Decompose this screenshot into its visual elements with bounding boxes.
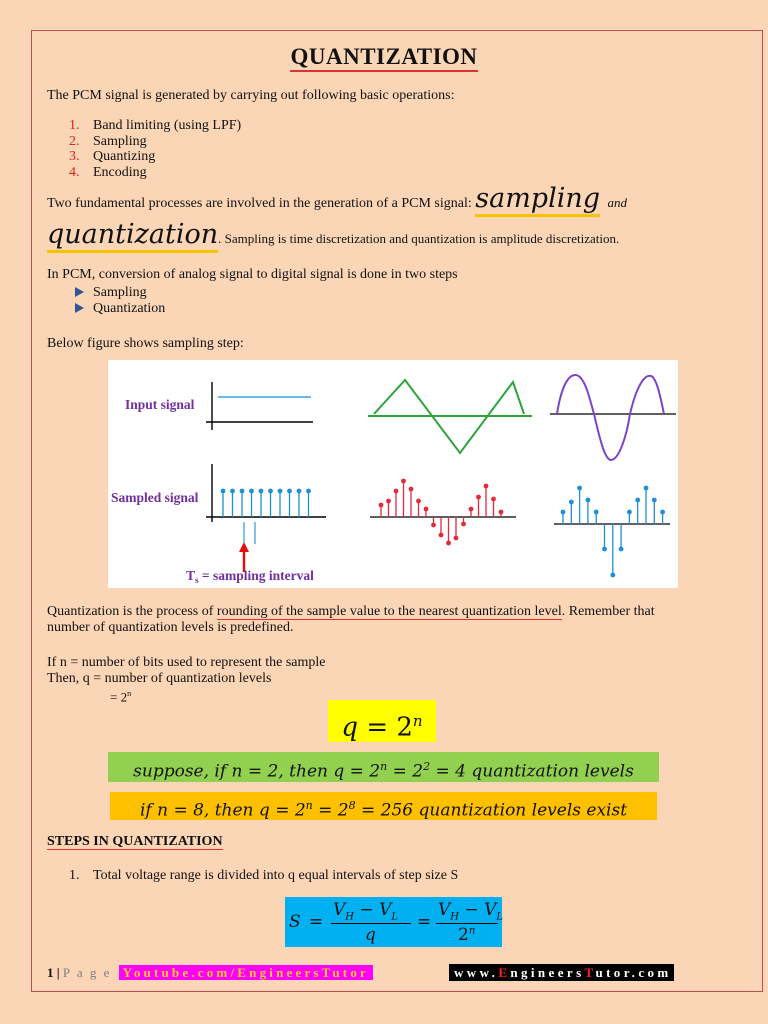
list-item: 1. Band limiting (using LPF) bbox=[69, 118, 242, 133]
sample-dot bbox=[569, 500, 574, 505]
blue-sample-stems bbox=[561, 486, 665, 578]
list-item: 2. Sampling bbox=[69, 133, 147, 149]
formula-n-equals-8: if n = 8, then $q = 2^n = 2^8 = 256$ quantization levels exist bbox=[110, 792, 657, 820]
sample-dot bbox=[660, 510, 665, 515]
red-sample-stems bbox=[379, 479, 504, 546]
intro-text: The PCM signal is generated by carrying out following basic operations: bbox=[47, 88, 455, 103]
sample-dot bbox=[221, 489, 226, 494]
sample-dot bbox=[240, 489, 245, 494]
sample-dot bbox=[409, 487, 414, 492]
sample-dot bbox=[268, 489, 273, 494]
sample-dot bbox=[230, 489, 235, 494]
sampled-dc-plot bbox=[186, 464, 326, 585]
sample-dot bbox=[446, 541, 451, 546]
processes-line2: quantization. Sampling is time discretization and quantization is amplitude discretization. bbox=[47, 222, 619, 255]
formula-step-size: S = $V_H - V_L$ q = $V_H - V_L$ 2$^n$ bbox=[285, 897, 502, 947]
page-number: 1 bbox=[47, 965, 54, 980]
sample-dot bbox=[644, 486, 649, 491]
list-item: 3. Quantizing bbox=[69, 149, 156, 164]
sample-dot bbox=[297, 489, 302, 494]
up-arrow-icon bbox=[239, 542, 249, 552]
sample-dot bbox=[394, 489, 399, 494]
sine-wave-plot bbox=[550, 375, 676, 460]
sample-dot bbox=[476, 495, 481, 500]
step-item-1: 1. Total voltage range is divided into q equal intervals of step size S bbox=[69, 868, 459, 883]
underlined-phrase: rounding of the sample value to the nearest quantization level bbox=[216, 604, 562, 619]
triangle-bullet-icon bbox=[75, 287, 84, 297]
sample-dot bbox=[454, 536, 459, 541]
bullet-item-quantization: Quantization bbox=[75, 301, 165, 317]
figure-caption: Below figure shows sampling step: bbox=[47, 336, 244, 351]
sample-dot bbox=[439, 533, 444, 538]
sample-dot bbox=[652, 498, 657, 503]
steps-heading: STEPS IN QUANTIZATION bbox=[47, 834, 223, 849]
sample-dot bbox=[586, 498, 591, 503]
youtube-link[interactable]: Youtube.com/EngineersTutor bbox=[119, 965, 373, 980]
sampling-interval-label: $T_s$ = sampling interval bbox=[186, 568, 314, 585]
sample-dot bbox=[610, 573, 615, 578]
sampling-diagram bbox=[108, 360, 678, 588]
sample-dot bbox=[469, 507, 474, 512]
sample-dot bbox=[249, 489, 254, 494]
sample-dot bbox=[635, 498, 640, 503]
sample-dot bbox=[491, 497, 496, 502]
sample-dot bbox=[306, 489, 311, 494]
sampling-highlight: sampling bbox=[475, 183, 600, 217]
quantization-definition-line1: Quantization is the process of rounding of the sample value to the nearest quantization level. Remember that bbox=[47, 604, 655, 619]
bits-line3: = $2^n$ bbox=[110, 689, 132, 705]
sampled-sine-plot bbox=[554, 486, 670, 578]
page-title: QUANTIZATION bbox=[0, 44, 768, 70]
sample-dot bbox=[461, 522, 466, 527]
sample-dot bbox=[259, 489, 264, 494]
footer: 1 | P a g e Youtube.com/EngineersTutor bbox=[47, 964, 373, 981]
sample-dot bbox=[379, 503, 384, 508]
list-item: 4. Encoding bbox=[69, 164, 147, 180]
sample-dot bbox=[287, 489, 292, 494]
sample-dot bbox=[619, 547, 624, 552]
formula-q-equals-2n: q = 2$^n$ bbox=[328, 700, 436, 742]
website-link[interactable]: www.EngineersTutor.com bbox=[449, 964, 674, 981]
sample-dot bbox=[594, 510, 599, 515]
triangle-bullet-icon bbox=[75, 303, 84, 313]
sample-dot bbox=[386, 499, 391, 504]
sample-dot bbox=[278, 489, 283, 494]
input-signal-label: Input signal bbox=[125, 397, 195, 412]
sampled-signal-label: Sampled signal bbox=[111, 490, 199, 505]
dc-sample-stems bbox=[221, 489, 311, 517]
sample-dot bbox=[499, 510, 504, 515]
processes-line1: Two fundamental processes are involved in the generation of a PCM signal: sampling and bbox=[47, 186, 627, 219]
sample-dot bbox=[602, 547, 607, 552]
quantization-definition-line2: number of quantization levels is predefined. bbox=[47, 620, 294, 635]
bits-line2: Then, q = number of quantization levels bbox=[47, 671, 272, 686]
quantization-highlight: quantization bbox=[47, 219, 218, 253]
sample-dot bbox=[484, 484, 489, 489]
sample-dot bbox=[627, 510, 632, 515]
sample-dot bbox=[416, 499, 421, 504]
sample-dot bbox=[431, 523, 436, 528]
formula-n-equals-2: suppose, if n = 2, then $q = 2^n = 2^2 = 4$ quantization levels bbox=[108, 752, 659, 782]
sampled-triangle-plot bbox=[370, 479, 516, 546]
dc-input-plot bbox=[206, 382, 313, 430]
bullet-item-sampling: Sampling bbox=[75, 285, 147, 301]
steps-intro: In PCM, conversion of analog signal to digital signal is done in two steps bbox=[47, 267, 458, 282]
operations-list bbox=[69, 118, 241, 180]
bits-line1: If n = number of bits used to represent the sample bbox=[47, 655, 326, 670]
sample-dot bbox=[561, 510, 566, 515]
sample-dot bbox=[577, 486, 582, 491]
sample-dot bbox=[401, 479, 406, 484]
page-word: P a g e bbox=[62, 965, 112, 980]
sampling-figure bbox=[108, 360, 678, 588]
sample-dot bbox=[424, 507, 429, 512]
triangle-wave-plot bbox=[368, 380, 532, 453]
